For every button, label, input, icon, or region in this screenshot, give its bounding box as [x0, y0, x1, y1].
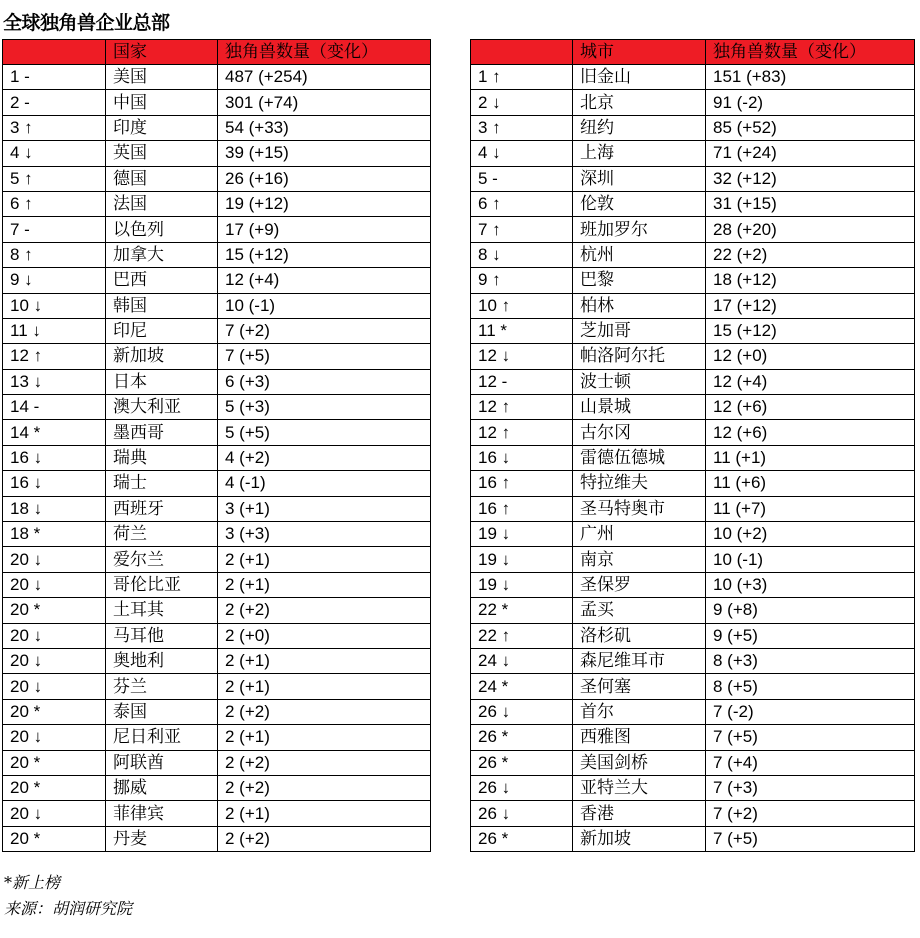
- count-cell: 12 (+4): [706, 369, 915, 394]
- table-row: [3, 750, 431, 775]
- count-cell: 7 (+3): [706, 775, 915, 800]
- rank-cell: 20 ↓: [3, 547, 106, 572]
- rank-cell: 24 ↓: [471, 648, 573, 673]
- name-cell: 旧金山: [573, 65, 706, 90]
- cities-count-header: 独角兽数量（变化）: [706, 40, 915, 65]
- table-row: [3, 445, 431, 470]
- rank-cell: 12 ↓: [471, 344, 573, 369]
- name-cell: 波士顿: [573, 369, 706, 394]
- name-cell: 古尔冈: [573, 420, 706, 445]
- table-row: [3, 141, 431, 166]
- table-row: [471, 775, 915, 800]
- table-row: [471, 598, 915, 623]
- count-cell: 3 (+3): [218, 522, 431, 547]
- count-cell: 10 (+2): [706, 522, 915, 547]
- name-cell: 墨西哥: [106, 420, 218, 445]
- table-row: [3, 471, 431, 496]
- count-cell: 7 (+2): [218, 318, 431, 343]
- name-cell: 土耳其: [106, 598, 218, 623]
- rank-cell: 22 ↑: [471, 623, 573, 648]
- rank-cell: 7 -: [3, 217, 106, 242]
- count-cell: 10 (-1): [218, 293, 431, 318]
- table-row: [471, 699, 915, 724]
- rank-cell: 3 ↑: [3, 115, 106, 140]
- count-cell: 19 (+12): [218, 191, 431, 216]
- count-cell: 12 (+0): [706, 344, 915, 369]
- name-cell: 爱尔兰: [106, 547, 218, 572]
- count-cell: 151 (+83): [706, 65, 915, 90]
- table-row: [471, 191, 915, 216]
- count-cell: 32 (+12): [706, 166, 915, 191]
- name-cell: 广州: [573, 522, 706, 547]
- cities-rank-header: [471, 40, 573, 65]
- name-cell: 以色列: [106, 217, 218, 242]
- table-row: [471, 242, 915, 267]
- rank-cell: 20 ↓: [3, 572, 106, 597]
- name-cell: 法国: [106, 191, 218, 216]
- count-cell: 31 (+15): [706, 191, 915, 216]
- table-row: [471, 547, 915, 572]
- table-row: [3, 191, 431, 216]
- count-cell: 39 (+15): [218, 141, 431, 166]
- count-cell: 3 (+1): [218, 496, 431, 521]
- count-cell: 2 (+1): [218, 801, 431, 826]
- count-cell: 8 (+3): [706, 648, 915, 673]
- table-row: [3, 674, 431, 699]
- count-cell: 7 (+5): [706, 826, 915, 851]
- rank-cell: 8 ↓: [471, 242, 573, 267]
- count-cell: 4 (+2): [218, 445, 431, 470]
- count-cell: 2 (+2): [218, 775, 431, 800]
- table-row: [3, 268, 431, 293]
- rank-cell: 5 ↑: [3, 166, 106, 191]
- rank-cell: 26 ↓: [471, 699, 573, 724]
- rank-cell: 8 ↑: [3, 242, 106, 267]
- table-row: [3, 547, 431, 572]
- name-cell: 亚特兰大: [573, 775, 706, 800]
- count-cell: 9 (+5): [706, 623, 915, 648]
- table-row: [471, 369, 915, 394]
- count-cell: 54 (+33): [218, 115, 431, 140]
- name-cell: 美国剑桥: [573, 750, 706, 775]
- rank-cell: 20 *: [3, 750, 106, 775]
- count-cell: 8 (+5): [706, 674, 915, 699]
- rank-cell: 2 -: [3, 90, 106, 115]
- name-cell: 圣何塞: [573, 674, 706, 699]
- table-row: [3, 648, 431, 673]
- table-row: [471, 471, 915, 496]
- name-cell: 巴西: [106, 268, 218, 293]
- rank-cell: 20 *: [3, 598, 106, 623]
- table-row: [3, 699, 431, 724]
- count-cell: 2 (+1): [218, 725, 431, 750]
- table-row: [471, 141, 915, 166]
- table-row: [471, 395, 915, 420]
- countries-name-header: 国家: [106, 40, 218, 65]
- rank-cell: 20 *: [3, 699, 106, 724]
- rank-cell: 20 *: [3, 826, 106, 851]
- table-row: [3, 395, 431, 420]
- rank-cell: 20 ↓: [3, 725, 106, 750]
- rank-cell: 26 ↓: [471, 801, 573, 826]
- count-cell: 91 (-2): [706, 90, 915, 115]
- name-cell: 圣保罗: [573, 572, 706, 597]
- table-row: [471, 826, 915, 851]
- count-cell: 2 (+2): [218, 750, 431, 775]
- cities-table: [470, 39, 915, 852]
- count-cell: 2 (+1): [218, 674, 431, 699]
- rank-cell: 19 ↓: [471, 522, 573, 547]
- name-cell: 韩国: [106, 293, 218, 318]
- rank-cell: 4 ↓: [471, 141, 573, 166]
- rank-cell: 1 ↑: [471, 65, 573, 90]
- name-cell: 英国: [106, 141, 218, 166]
- table-row: [471, 115, 915, 140]
- name-cell: 深圳: [573, 166, 706, 191]
- name-cell: 巴黎: [573, 268, 706, 293]
- name-cell: 洛杉矶: [573, 623, 706, 648]
- count-cell: 4 (-1): [218, 471, 431, 496]
- table-row: [471, 217, 915, 242]
- rank-cell: 26 ↓: [471, 775, 573, 800]
- name-cell: 纽约: [573, 115, 706, 140]
- name-cell: 瑞典: [106, 445, 218, 470]
- rank-cell: 7 ↑: [471, 217, 573, 242]
- count-cell: 10 (-1): [706, 547, 915, 572]
- rank-cell: 26 *: [471, 725, 573, 750]
- count-cell: 2 (+0): [218, 623, 431, 648]
- rank-cell: 20 ↓: [3, 801, 106, 826]
- countries-count-header: 独角兽数量（变化）: [218, 40, 431, 65]
- count-cell: 22 (+2): [706, 242, 915, 267]
- name-cell: 帕洛阿尔托: [573, 344, 706, 369]
- table-row: [3, 166, 431, 191]
- name-cell: 芝加哥: [573, 318, 706, 343]
- table-row: [3, 217, 431, 242]
- name-cell: 杭州: [573, 242, 706, 267]
- rank-cell: 20 ↓: [3, 648, 106, 673]
- name-cell: 特拉维夫: [573, 471, 706, 496]
- table-row: [3, 344, 431, 369]
- count-cell: 12 (+6): [706, 420, 915, 445]
- cities-name-header: 城市: [573, 40, 706, 65]
- name-cell: 芬兰: [106, 674, 218, 699]
- countries-rank-header: [3, 40, 106, 65]
- count-cell: 301 (+74): [218, 90, 431, 115]
- count-cell: 9 (+8): [706, 598, 915, 623]
- rank-cell: 14 *: [3, 420, 106, 445]
- table-row: [471, 623, 915, 648]
- rank-cell: 11 ↓: [3, 318, 106, 343]
- rank-cell: 12 ↑: [3, 344, 106, 369]
- name-cell: 首尔: [573, 699, 706, 724]
- rank-cell: 4 ↓: [3, 141, 106, 166]
- count-cell: 15 (+12): [706, 318, 915, 343]
- rank-cell: 20 ↓: [3, 674, 106, 699]
- table-row: [3, 369, 431, 394]
- name-cell: 印尼: [106, 318, 218, 343]
- count-cell: 10 (+3): [706, 572, 915, 597]
- new-entry-note: *新上榜: [4, 873, 61, 892]
- count-cell: 28 (+20): [706, 217, 915, 242]
- count-cell: 7 (+2): [706, 801, 915, 826]
- rank-cell: 24 *: [471, 674, 573, 699]
- count-cell: 6 (+3): [218, 369, 431, 394]
- name-cell: 马耳他: [106, 623, 218, 648]
- table-row: [471, 445, 915, 470]
- table-row: [3, 725, 431, 750]
- name-cell: 南京: [573, 547, 706, 572]
- rank-cell: 12 ↑: [471, 420, 573, 445]
- name-cell: 山景城: [573, 395, 706, 420]
- table-row: [471, 166, 915, 191]
- name-cell: 森尼维耳市: [573, 648, 706, 673]
- table-row: [3, 318, 431, 343]
- name-cell: 伦敦: [573, 191, 706, 216]
- rank-cell: 12 ↑: [471, 395, 573, 420]
- name-cell: 美国: [106, 65, 218, 90]
- rank-cell: 22 *: [471, 598, 573, 623]
- rank-cell: 18 *: [3, 522, 106, 547]
- name-cell: 中国: [106, 90, 218, 115]
- name-cell: 雷德伍德城: [573, 445, 706, 470]
- countries-table: [2, 39, 431, 852]
- rank-cell: 26 *: [471, 750, 573, 775]
- name-cell: 菲律宾: [106, 801, 218, 826]
- name-cell: 荷兰: [106, 522, 218, 547]
- rank-cell: 16 ↓: [3, 445, 106, 470]
- table-row: [471, 522, 915, 547]
- name-cell: 香港: [573, 801, 706, 826]
- count-cell: 17 (+12): [706, 293, 915, 318]
- table-row: [3, 598, 431, 623]
- rank-cell: 16 ↓: [471, 445, 573, 470]
- name-cell: 奥地利: [106, 648, 218, 673]
- count-cell: 2 (+1): [218, 547, 431, 572]
- rank-cell: 10 ↓: [3, 293, 106, 318]
- table-row: [3, 826, 431, 851]
- name-cell: 加拿大: [106, 242, 218, 267]
- table-row: [471, 674, 915, 699]
- count-cell: 26 (+16): [218, 166, 431, 191]
- table-row: [471, 65, 915, 90]
- name-cell: 柏林: [573, 293, 706, 318]
- name-cell: 挪威: [106, 775, 218, 800]
- count-cell: 11 (+1): [706, 445, 915, 470]
- count-cell: 85 (+52): [706, 115, 915, 140]
- count-cell: 5 (+3): [218, 395, 431, 420]
- count-cell: 71 (+24): [706, 141, 915, 166]
- count-cell: 7 (+5): [706, 725, 915, 750]
- table-row: [471, 572, 915, 597]
- table-row: [471, 293, 915, 318]
- table-row: [471, 344, 915, 369]
- count-cell: 2 (+2): [218, 598, 431, 623]
- table-row: [3, 90, 431, 115]
- rank-cell: 9 ↓: [3, 268, 106, 293]
- rank-cell: 10 ↑: [471, 293, 573, 318]
- table-row: [471, 648, 915, 673]
- name-cell: 新加坡: [106, 344, 218, 369]
- count-cell: 2 (+1): [218, 572, 431, 597]
- countries-header-row: [3, 40, 431, 65]
- count-cell: 11 (+6): [706, 471, 915, 496]
- cities-header-row: [471, 40, 915, 65]
- count-cell: 7 (+5): [218, 344, 431, 369]
- name-cell: 丹麦: [106, 826, 218, 851]
- count-cell: 15 (+12): [218, 242, 431, 267]
- table-row: [3, 65, 431, 90]
- count-cell: 7 (-2): [706, 699, 915, 724]
- name-cell: 班加罗尔: [573, 217, 706, 242]
- name-cell: 阿联酋: [106, 750, 218, 775]
- rank-cell: 13 ↓: [3, 369, 106, 394]
- table-row: [471, 318, 915, 343]
- rank-cell: 16 ↓: [3, 471, 106, 496]
- count-cell: 2 (+2): [218, 699, 431, 724]
- table-row: [3, 496, 431, 521]
- table-row: [471, 725, 915, 750]
- table-row: [3, 420, 431, 445]
- name-cell: 西班牙: [106, 496, 218, 521]
- rank-cell: 1 -: [3, 65, 106, 90]
- table-row: [3, 775, 431, 800]
- rank-cell: 11 *: [471, 318, 573, 343]
- name-cell: 瑞士: [106, 471, 218, 496]
- count-cell: 12 (+4): [218, 268, 431, 293]
- rank-cell: 14 -: [3, 395, 106, 420]
- name-cell: 日本: [106, 369, 218, 394]
- rank-cell: 20 *: [3, 775, 106, 800]
- table-row: [3, 293, 431, 318]
- name-cell: 哥伦比亚: [106, 572, 218, 597]
- table-row: [3, 522, 431, 547]
- count-cell: 5 (+5): [218, 420, 431, 445]
- name-cell: 德国: [106, 166, 218, 191]
- count-cell: 2 (+1): [218, 648, 431, 673]
- count-cell: 12 (+6): [706, 395, 915, 420]
- count-cell: 487 (+254): [218, 65, 431, 90]
- count-cell: 7 (+4): [706, 750, 915, 775]
- name-cell: 西雅图: [573, 725, 706, 750]
- table-row: [471, 496, 915, 521]
- table-row: [471, 750, 915, 775]
- table-row: [471, 90, 915, 115]
- rank-cell: 2 ↓: [471, 90, 573, 115]
- rank-cell: 19 ↓: [471, 547, 573, 572]
- rank-cell: 20 ↓: [3, 623, 106, 648]
- name-cell: 新加坡: [573, 826, 706, 851]
- name-cell: 泰国: [106, 699, 218, 724]
- table-row: [3, 623, 431, 648]
- rank-cell: 12 -: [471, 369, 573, 394]
- rank-cell: 5 -: [471, 166, 573, 191]
- table-row: [471, 801, 915, 826]
- name-cell: 北京: [573, 90, 706, 115]
- source-note: 来源：胡润研究院: [4, 899, 133, 918]
- rank-cell: 19 ↓: [471, 572, 573, 597]
- rank-cell: 3 ↑: [471, 115, 573, 140]
- table-row: [3, 572, 431, 597]
- table-row: [471, 268, 915, 293]
- count-cell: 11 (+7): [706, 496, 915, 521]
- rank-cell: 26 *: [471, 826, 573, 851]
- name-cell: 上海: [573, 141, 706, 166]
- count-cell: 17 (+9): [218, 217, 431, 242]
- rank-cell: 6 ↑: [471, 191, 573, 216]
- name-cell: 印度: [106, 115, 218, 140]
- count-cell: 18 (+12): [706, 268, 915, 293]
- table-row: [3, 242, 431, 267]
- name-cell: 澳大利亚: [106, 395, 218, 420]
- rank-cell: 6 ↑: [3, 191, 106, 216]
- rank-cell: 16 ↑: [471, 496, 573, 521]
- table-row: [471, 420, 915, 445]
- name-cell: 圣马特奥市: [573, 496, 706, 521]
- table-row: [3, 801, 431, 826]
- rank-cell: 16 ↑: [471, 471, 573, 496]
- rank-cell: 18 ↓: [3, 496, 106, 521]
- count-cell: 2 (+2): [218, 826, 431, 851]
- page-title: 全球独角兽企业总部: [3, 12, 170, 34]
- name-cell: 孟买: [573, 598, 706, 623]
- name-cell: 尼日利亚: [106, 725, 218, 750]
- table-row: [3, 115, 431, 140]
- rank-cell: 9 ↑: [471, 268, 573, 293]
